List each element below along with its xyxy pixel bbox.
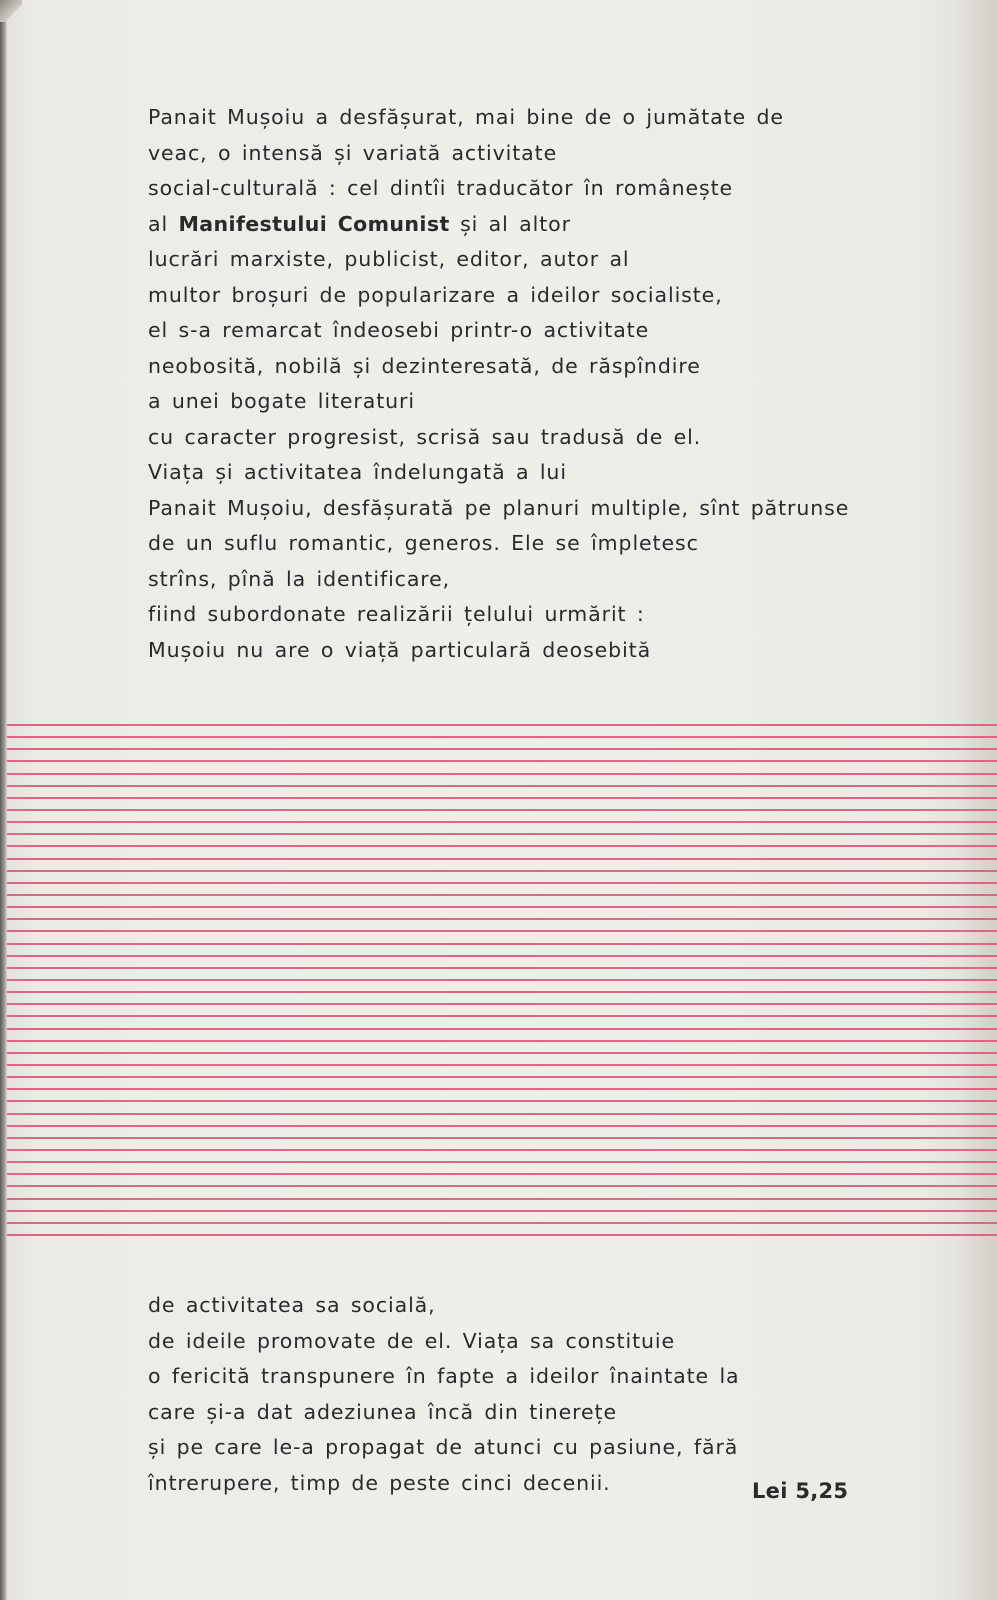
pink-stripe — [7, 882, 997, 884]
blurb-line: de activitatea sa socială, — [148, 1293, 436, 1317]
blurb-line: o fericită transpunere în fapte a ideilor înaintate la — [148, 1364, 740, 1388]
pink-stripe — [7, 1100, 997, 1102]
pink-stripe — [7, 906, 997, 908]
pink-stripe — [7, 870, 997, 872]
pink-stripe — [7, 724, 997, 726]
cover-spine-edge — [0, 0, 7, 1600]
pink-stripe — [7, 773, 997, 775]
pink-stripe — [7, 1015, 997, 1017]
blurb-line: multor broșuri de popularizare a ideilor socialiste, — [148, 282, 723, 307]
pink-stripe — [7, 1052, 997, 1054]
pink-stripe — [7, 1185, 997, 1187]
blurb-line: întrerupere, timp de peste cinci decenii. — [148, 1470, 611, 1495]
blurb-line: Panait Mușoiu, desfășurată pe planuri multiple, sînt pătrunse — [148, 495, 850, 520]
blurb-line: a unei bogate literaturi — [148, 389, 415, 413]
pink-stripe — [7, 1210, 997, 1212]
pink-stripe — [7, 1198, 997, 1200]
manifesto-title: Manifestului Comunist — [178, 211, 450, 236]
blurb-line: care și-a dat adeziunea încă din tinerețe — [148, 1399, 617, 1424]
pink-stripe — [7, 967, 997, 969]
cover-corner-wear — [0, 0, 22, 22]
blurb-line: social-culturală : cel dintîi traducător în românește — [148, 176, 734, 200]
blurb-line: lucrări marxiste, publicist, editor, autor al — [148, 247, 630, 271]
pink-stripe — [7, 1003, 997, 1005]
pink-stripe — [7, 1161, 997, 1163]
blurb-line: Mușoiu nu are o viață particulară deosebită — [148, 637, 652, 662]
pink-stripe — [7, 918, 997, 920]
blurb-line: veac, o intensă și variată activitate — [148, 140, 558, 165]
blurb-line: el s-a remarcat îndeosebi printr-o activitate — [148, 318, 650, 342]
blurb-top-paragraph — [148, 100, 849, 668]
blurb-line: neobosită, nobilă și dezinteresată, de răspîndire — [148, 353, 701, 378]
pink-stripe — [7, 785, 997, 787]
pink-stripe — [7, 1222, 997, 1224]
pink-stripe — [7, 1137, 997, 1139]
pink-stripe — [7, 1064, 997, 1066]
pink-stripe — [7, 809, 997, 811]
pink-stripe — [7, 991, 997, 993]
price-label: Lei 5,25 — [752, 1479, 849, 1503]
blurb-line: cu caracter progresist, scrisă sau tradusă de el. — [148, 424, 702, 449]
blurb-fragment: al — [148, 211, 169, 236]
blurb-line: strîns, pînă la identificare, — [148, 566, 451, 591]
pink-stripe — [7, 797, 997, 799]
pink-stripe — [7, 1088, 997, 1090]
blurb-line: și pe care le-a propagat de atunci cu pasiune, fără — [148, 1435, 739, 1459]
pink-stripe-band — [7, 724, 997, 1234]
blurb-line: Viața și activitatea îndelungată a lui — [148, 460, 567, 484]
pink-stripe — [7, 943, 997, 945]
pink-stripe — [7, 1125, 997, 1127]
blurb-line: de un suflu romantic, generos. Ele se împletesc — [148, 531, 699, 555]
blurb-line: Panait Mușoiu a desfășurat, mai bine de o jumătate de — [148, 105, 784, 129]
pink-stripe — [7, 821, 997, 823]
pink-stripe — [7, 1040, 997, 1042]
pink-stripe — [7, 736, 997, 738]
pink-stripe — [7, 833, 997, 835]
blurb-fragment: și al altor — [460, 211, 571, 236]
pink-stripe — [7, 894, 997, 896]
pink-stripe — [7, 845, 997, 847]
pink-stripe — [7, 858, 997, 860]
pink-stripe — [7, 1173, 997, 1175]
blurb-line: fiind subordonate realizării țelului urmărit : — [148, 602, 645, 626]
pink-stripe — [7, 1234, 997, 1236]
pink-stripe — [7, 1113, 997, 1115]
pink-stripe — [7, 1028, 997, 1030]
pink-stripe — [7, 748, 997, 750]
pink-stripe — [7, 760, 997, 762]
pink-stripe — [7, 1149, 997, 1151]
blurb-line-with-title — [148, 207, 849, 243]
pink-stripe — [7, 1076, 997, 1078]
blurb-bottom-paragraph — [148, 1288, 740, 1501]
blurb-line: de ideile promovate de el. Viața sa constituie — [148, 1328, 676, 1353]
pink-stripe — [7, 955, 997, 957]
pink-stripe — [7, 979, 997, 981]
pink-stripe — [7, 930, 997, 932]
